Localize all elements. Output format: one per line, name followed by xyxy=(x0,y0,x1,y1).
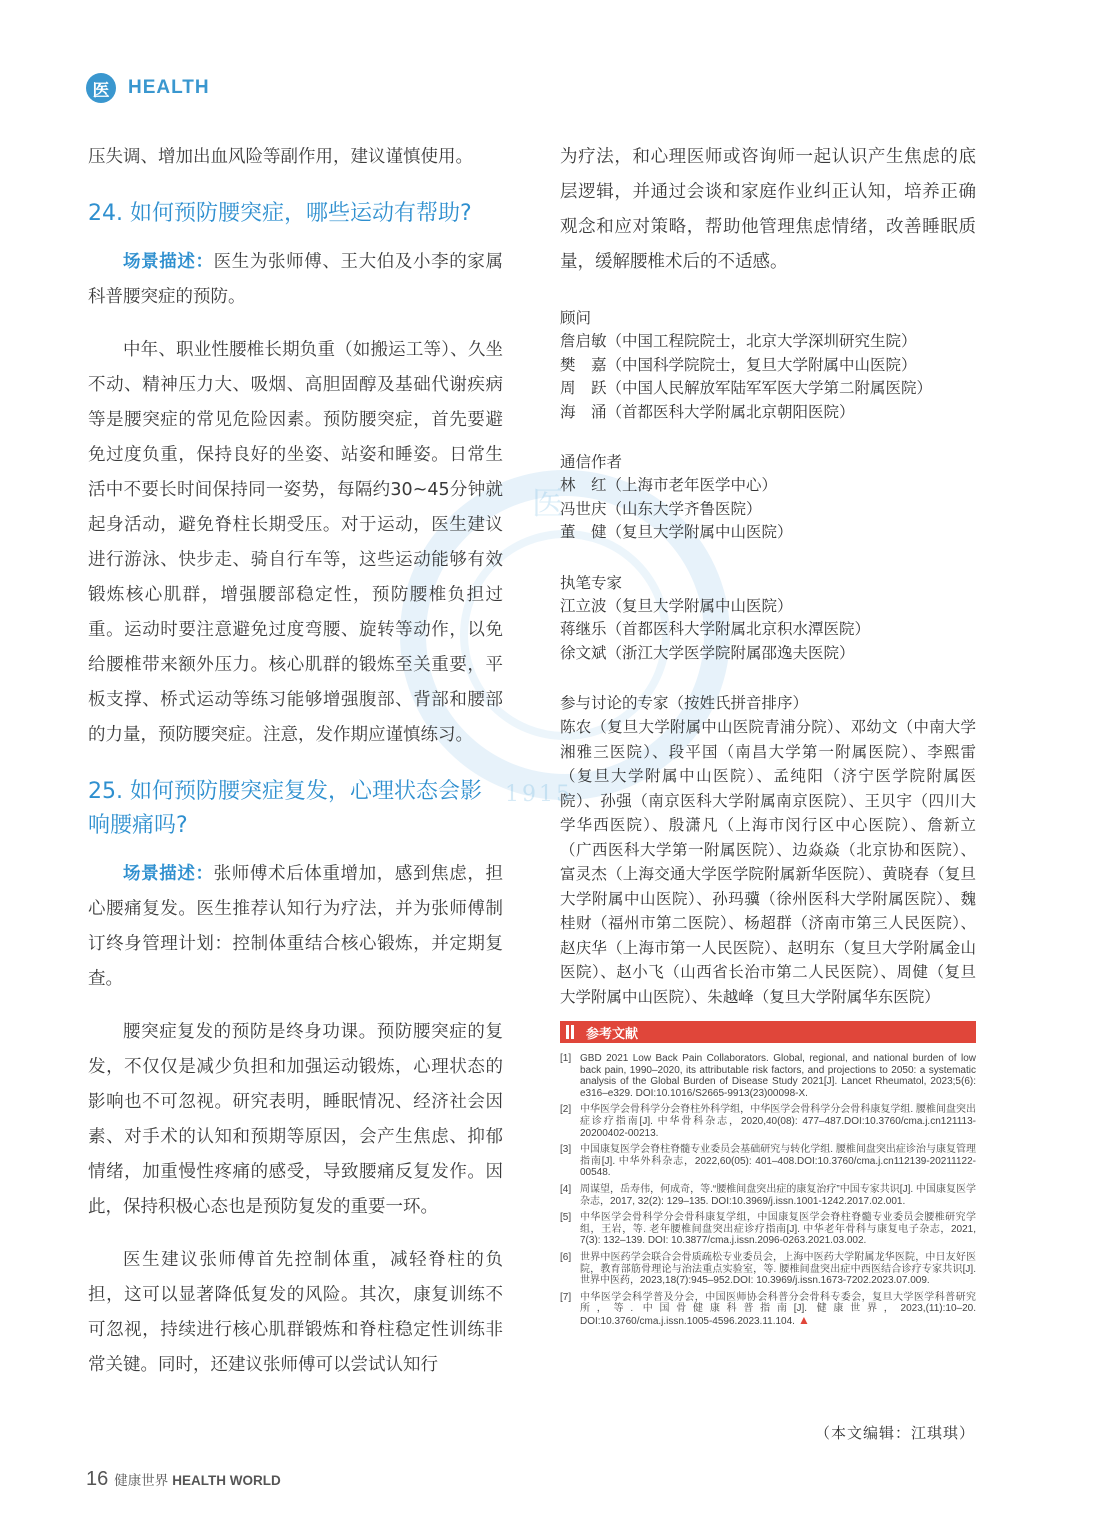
reference-number: [5] xyxy=(560,1212,572,1224)
paragraph-24: 中年、职业性腰椎长期负重（如搬运工等）、久坐不动、精神压力大、吸烟、高胆固醇及基础代谢疾病等是腰突症的常见危险因素。预防腰突症，首先要避免过度负重，保持良好的坐姿、站姿和睡姿。日常生活中不要长时间保持同一姿势，每隔约30~45分钟就起身活动，避免脊柱长期受压。对于运动，医生建议进行游泳、快步走、骑自行车等，这些运动能够有效锻炼核心肌群，增强腰部稳定性，预防腰椎负担过重。运动时要注意避免过度弯腰、旋转等动作，以免给腰椎带来额外压力。核心肌群的锻炼至关重要，平板支撑、桥式运动等练习能够增强腹部、背部和腰部的力量，预防腰突症。注意，发作期应谨慎练习。 xyxy=(88,340,503,745)
advisors-title: 顾问 xyxy=(560,309,592,327)
reference-text xyxy=(580,1292,976,1328)
references-bar-icon xyxy=(566,1025,574,1039)
advisor-item: 詹启敏（中国工程院院士，北京大学深圳研究生院） xyxy=(560,332,917,350)
reference-text: 世界中医药学会联合会骨质疏松专业委员会，上海中医药大学附属龙华医院，中日友好医院，教育部筋骨理论与治法重点实验室，等. 腰椎间盘突出症中西医结合诊疗专家共识[J]. 世界中医药，2023,18(7):945–952.DOI: 10.3969/j.issn.1673-7202.2023.07.009. xyxy=(580,1251,976,1287)
advisor-item: 樊 嘉（中国科学院院士，复旦大学附属中山医院） xyxy=(560,355,917,374)
watermark-glyph: 医 xyxy=(532,484,565,522)
end-triangle-icon: ▲ xyxy=(797,1312,810,1327)
reference-text: 中华医学会骨科学分会脊柱外科学组，中华医学会骨科学分会骨科康复学组. 腰椎间盘突出症诊疗指南[J]. 中华骨科杂志，2020,40(08): 477–487.DOI:10.3760/cma.j.cn121113-20200402-00213. xyxy=(580,1104,976,1139)
paragraph-25a: 腰突症复发的预防是终身功课。预防腰突症的复发，不仅仅是减少负担和加强运动锻炼，心理状态的影响也不可忽视。研究表明，睡眠情况、经济社会因素、对手术的认知和预期等原因，会产生焦虑、抑郁情绪，加重慢性疼痛的感受，导致腰痛反复发作。因此，保持积极心态也是预防复发的重要一环。 xyxy=(88,1022,503,1217)
scene-24 xyxy=(88,245,503,315)
editor-credit: （本文编辑：江琪琪） xyxy=(814,1424,975,1442)
page-header xyxy=(86,72,210,104)
reference-text: 中华医学会骨科学分会骨科康复学组，中国康复医学会脊柱脊髓专业委员会腰椎研究学组，王岩，等. 老年腰椎间盘突出症诊疗指南[J]. 中华老年骨科与康复电子杂志，2021, 7(3): 132–139. DOI: 10.3877/cma.j.issn.2096-0263.2021.03.002. xyxy=(580,1212,976,1247)
reference-text: 中国康复医学会脊柱脊髓专业委员会基础研究与转化学组. 腰椎间盘突出症诊治与康复管理指南[J]. 中华外科杂志，2022,60(05): 401–408.DOI:10.3760/cma.j.cn112139-20211122-00548. xyxy=(580,1144,976,1179)
corr-item: 冯世庆（山东大学齐鲁医院） xyxy=(560,499,762,518)
logo-char: 医 xyxy=(92,80,110,101)
experts-title: 参与讨论的专家（按姓氏拼音排序） xyxy=(560,694,809,712)
references-list xyxy=(560,1053,976,1327)
scene-25 xyxy=(88,857,503,997)
reference-item xyxy=(560,1252,976,1287)
paragraph-25b: 医生建议张师傅首先控制体重，减轻脊柱的负担，这可以显著降低复发的风险。其次，康复训练不可忽视，持续进行核心肌群锻炼和脊柱稳定性训练非常关键。同时，还建议张师傅可以尝试认知行 xyxy=(88,1250,503,1375)
paragraph-continued-right: 为疗法，和心理医师或咨询师一起认识产生焦虑的底层逻辑，并通过会谈和家庭作业纠正认知，培养正确观念和应对策略，帮助他管理焦虑情绪，改善睡眠质量，缓解腰椎术后的不适感。 xyxy=(560,147,976,272)
heading-24: 24. 如何预防腰突症，哪些运动有帮助? xyxy=(88,201,472,226)
corr-title: 通信作者 xyxy=(560,453,623,471)
references-header xyxy=(560,1021,976,1043)
left-column xyxy=(88,140,503,1383)
reference-text: GBD 2021 Low Back Pain Collaborators. Global, regional, and national burden of low back pain, 1990–2020, its attributable risk factors, and projections to 2050: a systematic analysis of the Global Burden of Disease Study 2021[J]. Lancet Rheumatol, 2023;5(6): e316–e329. DOI:10.1016/S2665-9913(23)00098-X. xyxy=(580,1053,976,1099)
reference-item xyxy=(560,1053,976,1099)
advisor-item: 周 跃（中国人民解放军陆军军医大学第二附属医院） xyxy=(560,379,933,397)
reference-text: 周谋望，岳寿伟，何成奇，等.“腰椎间盘突出症的康复治疗”中国专家共识[J]. 中国康复医学杂志，2017, 32(2): 129–135. DOI:10.3969/j.issn.1001-1242.2017.02.001. xyxy=(580,1183,976,1207)
experts-block xyxy=(560,691,976,1009)
heading-25: 25. 如何预防腰突症复发，心理状态会影响腰痛吗? xyxy=(88,779,482,838)
scene-text: 医生为张师傅、王大伯及小李的家属科普腰突症的预防。 xyxy=(88,252,503,307)
writer-item: 徐文斌（浙江大学医学院附属邵逸夫医院） xyxy=(560,643,855,662)
advisor-item: 海 涌（首都医科大学附属北京朝阳医院） xyxy=(560,402,855,421)
paragraph-continued: 压失调、增加出血风险等副作用，建议谨慎使用。 xyxy=(88,147,473,167)
reference-item xyxy=(560,1212,976,1247)
magazine-name-en: HEALTH WORLD xyxy=(172,1473,281,1488)
section-logo-icon xyxy=(86,73,116,103)
reference-number: [1] xyxy=(560,1053,572,1064)
corr-item: 林 红（上海市老年医学中心） xyxy=(560,476,778,494)
scene-text: 张师傅术后体重增加，感到焦虑，担心腰痛复发。医生推荐认知行为疗法，并为张师傅制订终身管理计划：控制体重结合核心锻炼，并定期复查。 xyxy=(88,864,503,989)
reference-item xyxy=(560,1144,976,1179)
scene-label: 场景描述： xyxy=(123,864,214,884)
reference-number: [2] xyxy=(560,1104,572,1116)
reference-item xyxy=(560,1104,976,1139)
reference-number: [4] xyxy=(560,1183,572,1195)
reference-number: [7] xyxy=(560,1291,572,1303)
watermark-year: 1915 xyxy=(505,782,573,807)
references-title: 参考文献 xyxy=(586,1026,639,1042)
magazine-name-cn: 健康世界 xyxy=(114,1473,169,1489)
scene-label: 场景描述： xyxy=(123,252,214,272)
writer-item: 蒋继乐（首都医科大学附属北京积水潭医院） xyxy=(560,620,871,638)
corr-item: 董 健（复旦大学附属中山医院） xyxy=(560,523,793,541)
advisors-block xyxy=(560,306,976,424)
writer-item: 江立波（复旦大学附属中山医院） xyxy=(560,596,793,615)
page-number: 16 xyxy=(86,1468,109,1490)
reference-item xyxy=(560,1292,976,1328)
section-title: HEALTH xyxy=(128,77,210,98)
writers-block xyxy=(560,571,976,666)
reference-number: [3] xyxy=(560,1144,572,1156)
right-column xyxy=(560,140,976,1332)
page-footer xyxy=(86,1468,281,1491)
reference-number: [6] xyxy=(560,1251,572,1263)
reference-text-body: 中华医学会科学普及分会，中国医师协会科普分会骨科专委会，复旦大学医学科普研究所，等. 中国骨健康科普指南[J]. 健康世界，2023,(11):10–20. DOI:10.3760/cma.j.issn.1005-4596.2023.11.104. xyxy=(580,1291,976,1327)
reference-item xyxy=(560,1184,976,1207)
writers-title: 执笔专家 xyxy=(560,573,623,592)
experts-list: 陈农（复旦大学附属中山医院青浦分院）、邓幼文（中南大学湘雅三医院）、段平国（南昌大学第一附属医院）、李熙雷（复旦大学附属中山医院）、孟纯阳（济宁医学院附属医院）、孙强（南京医科大学附属南京医院）、王贝宇（四川大学华西医院）、殷潇凡（上海市闵行区中心医院）、詹新立（广西医科大学第一附属医院）、边焱焱（北京协和医院）、富灵杰（上海交通大学医学院附属新华医院）、黄晓春（复旦大学附属中山医院）、孙玛骥（徐州医科大学附属医院）、魏桂财（福州市第二医院）、杨超群（济南市第三人民医院）、赵庆华（上海市第一人民医院）、赵明东（复旦大学附属金山医院）、赵小飞（山西省长治市第二人民医院）、周健（复旦大学附属中山医院）、朱越峰（复旦大学附属华东医院） xyxy=(560,718,976,1006)
corresponding-authors-block xyxy=(560,450,976,545)
